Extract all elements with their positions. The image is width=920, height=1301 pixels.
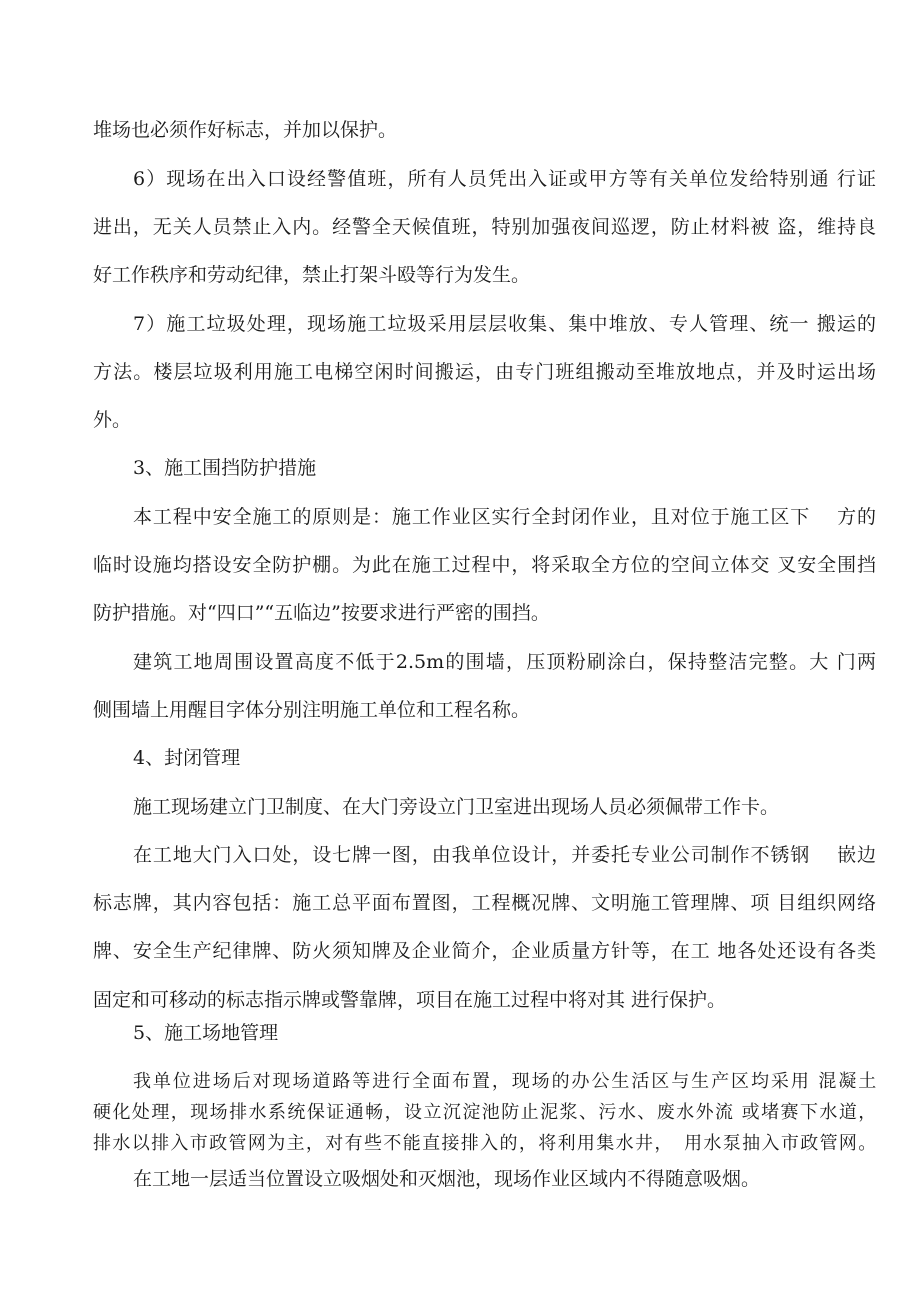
text-line: 7）施工垃圾处理，现场施工垃圾采用层层收集、集中堆放、专人管理、统一 搬运的 [133, 313, 876, 335]
text-line: 外。 [93, 409, 132, 431]
section-heading: 3、施工围挡防护措施 [133, 457, 317, 479]
text-line: 侧围墙上用醒目字体分别注明施工单位和工程名称。 [93, 699, 531, 721]
text-line: 我单位进场后对现场道路等进行全面布置，现场的办公生活区与生产区均采用 混凝土 [133, 1071, 876, 1092]
text-line: 固定和可移动的标志指示牌或警靠牌，项目在施工过程中将对其 进行保护。 [93, 989, 727, 1011]
section-heading: 4、封闭管理 [133, 747, 241, 769]
text-line: 本工程中安全施工的原则是：施工作业区实行全封闭作业，且对位于施工区下 方的 [133, 506, 876, 528]
text-line: 在工地一层适当位置设立吸烟处和灭烟池，现场作业区域内不得随意吸烟。 [133, 1168, 761, 1190]
section-heading: 5、施工场地管理 [133, 1022, 279, 1044]
text-line: 建筑工地周围设置高度不低于2.5m的围墙，压顶粉刷涂白，保持整洁完整。大 门两 [133, 651, 876, 673]
text-line: 排水以排入市政管网为主，对有些不能直接排入的，将利用集水井， 用水泵抽入市政管网。 [93, 1133, 876, 1154]
text-line: 进出，无关人员禁止入内。经警全天候值班，特别加强夜间巡逻，防止材料被 盗，维持良 [93, 216, 876, 238]
text-line: 施工现场建立门卫制度、在大门旁设立门卫室进出现场人员必须佩带工作卡。 [133, 796, 780, 818]
text-line: 在工地大门入口处，设七牌一图，由我单位设计，并委托专业公司制作不锈钢 嵌边 [133, 844, 876, 866]
text-line: 好工作秩序和劳动纪律，禁止打架斗殴等行为发生。 [93, 264, 531, 286]
text-line: 临时设施均搭设安全防护棚。为此在施工过程中，将采取全方位的空间立体交 叉安全围挡 [93, 554, 876, 576]
text-line: 防护措施。对“四口”“五临边”按要求进行严密的围挡。 [93, 602, 550, 624]
text-line: 标志牌，其内容包括：施工总平面布置图，工程概况牌、文明施工管理牌、项 目组织网络 [93, 892, 876, 914]
text-line: 方法。楼层垃圾利用施工电梯空闲时间搬运，由专门班组搬动至堆放地点，并及时运出场 [93, 361, 876, 383]
text-line: 6）现场在出入口设经警值班，所有人员凭出入证或甲方等有关单位发给特别通 行证 [133, 168, 876, 190]
text-line: 堆场也必须作好标志，并加以保护。 [93, 119, 398, 141]
text-line: 牌、安全生产纪律牌、防火须知牌及企业简介，企业质量方针等，在工 地各处还设有各类 [93, 940, 876, 962]
text-line: 硬化处理，现场排水系统保证通畅，设立沉淀池防止泥浆、污水、废水外流 或堵赛下水道， [93, 1102, 876, 1123]
